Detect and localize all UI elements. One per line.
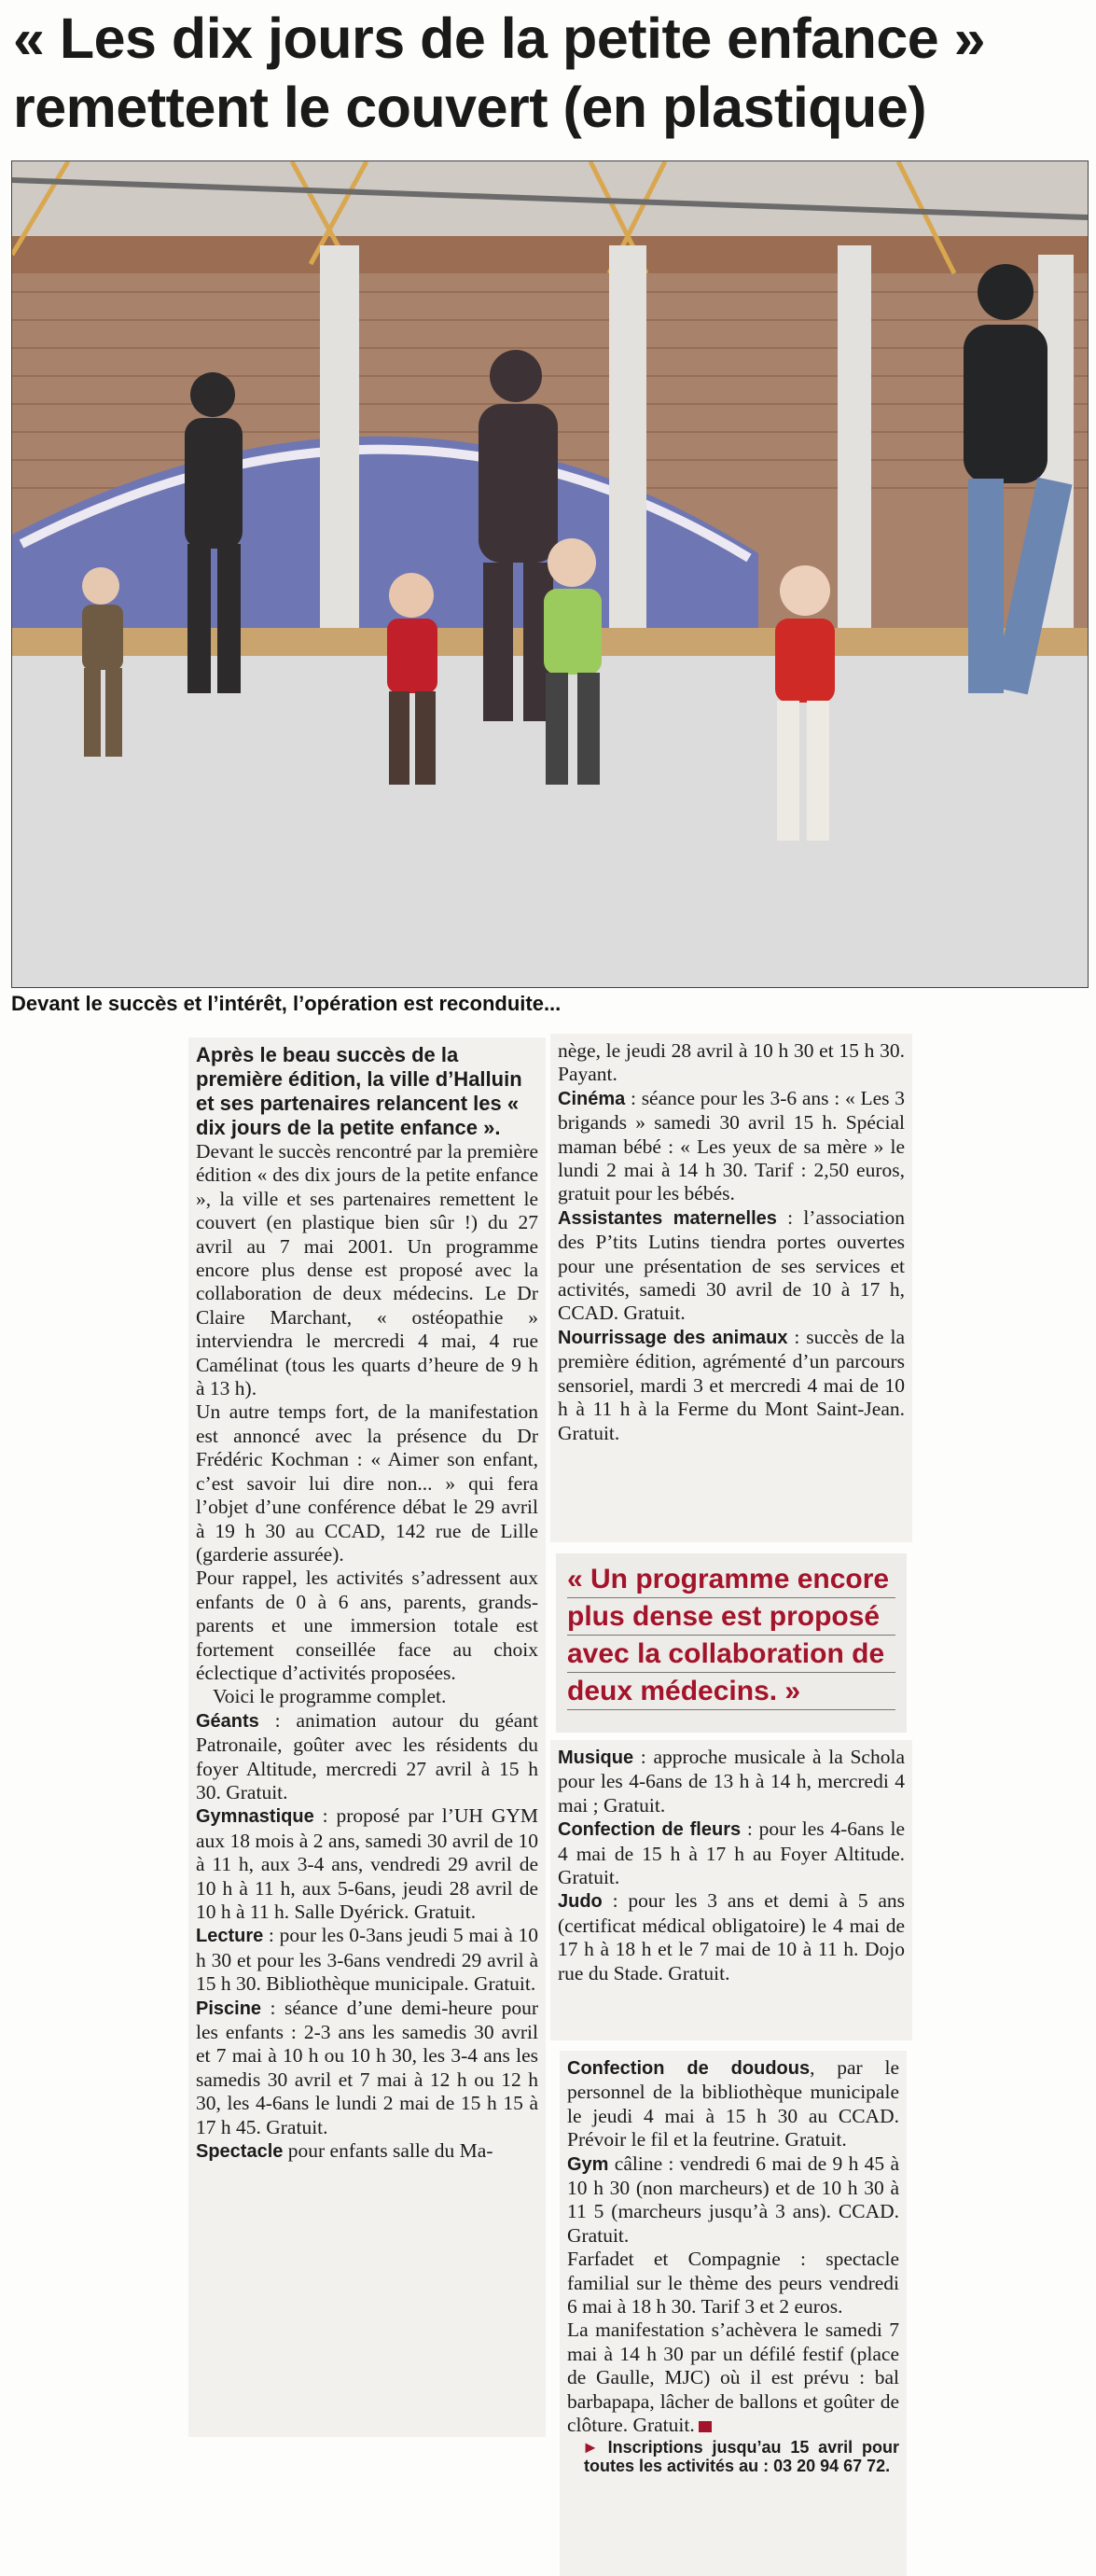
pull-quote — [556, 1553, 907, 1733]
program-item: Assistantes maternelles : l’association des P’tits Lutins tiendra portes ouvertes pour une présentation de ses services et activités, samedi 30 avril de 10 à 17 h, CCAD. Gratuit. — [558, 1205, 905, 1325]
body-paragraph-3: Pour rappel, les activités s’adressent aux enfants de 0 à 6 ans, parents, grands-parents et une immersion totale est fortement conseillée face au choix éclectique d’activités proposées. — [196, 1566, 538, 1684]
article-headline — [13, 4, 1086, 142]
program-item: Gymnastique : proposé par l’UH GYM aux 18 mois à 2 ans, samedi 30 avril de 10 à 11 h, aux 3-4 ans, vendredi 29 avril de 10 h à 11 h, aux 5-6ans, jeudi 28 avril de 10 h à 11 h. Salle Dyérick. Gratuit. — [196, 1804, 538, 1923]
body-paragraph-1: Devant le succès rencontré par la première édition « des dix jours de la petite enfance », la ville et ses partenaires remettent le couvert (en plastique bien sûr !) du 27 avril au 7 mai 2001. Un programme encore plus dense est proposé avec la collaboration de deux médecins. Le Dr Claire Marchant, « ostéopathie » interviendra le mercredi 4 mai, 4 rue Camélinat (tous les quarts d’heure de 9 h à 13 h). — [196, 1140, 538, 1400]
body-paragraph-4: Voici le programme complet. — [213, 1685, 447, 1708]
photo-caption: Devant le succès et l’intérêt, l’opération est reconduite... — [11, 992, 562, 1015]
program-item: Piscine : séance d’une demi-heure pour les enfants : 2-3 ans les samedis 30 avril et 7 mai à 10 h ou 10 h 30, les 3-4 ans les samedis 30 avril et 7 mai à 12 h ou 12 h 30, les 4-6ans le lundi 2 mai de 15 h 15 à 17 h 45. Gratuit. — [196, 1996, 538, 2138]
program-item: La manifestation s’achèvera le samedi 7 mai à 14 h 30 par un défilé festif (place de Gaulle, MJC) où il est prévu : bal barbapapa, lâcher de ballons et goûter de clôture. Gratuit. — [567, 2318, 899, 2437]
inscriptions-note: ► Inscriptions jusqu’au 15 avril pour toutes les activités au : 03 20 94 67 72. — [582, 2437, 899, 2475]
program-item: Confection de fleurs : pour les 4-6ans le 4 mai de 15 h à 17 h au Foyer Altitude. Gratuit. — [558, 1817, 905, 1889]
article-column-2-middle — [550, 1740, 912, 2040]
program-item: Judo : pour les 3 ans et demi à 5 ans (certificat médical obligatoire) le 4 mai de 17 h à 18 h et le 7 mai de 10 à 11 h. Dojo rue du Stade. Gratuit. — [558, 1889, 905, 1984]
triangle-bullet-icon: ► — [582, 2437, 599, 2457]
body-paragraph-2: Un autre temps fort, de la manifestation est annoncé avec la présence du Dr Frédéric Kochman : « Aimer son enfant, c’est savoir lui dire non... » qui fera l’objet d’une conférence débat le 29 avril à 19 h 30 au CCAD, 142 rue de Lille (garderie assurée). — [196, 1400, 538, 1566]
pull-quote-line: deux médecins. » — [567, 1673, 895, 1710]
pull-quote-line: « Un programme encore — [567, 1561, 895, 1598]
program-item: Lecture : pour les 0-3ans jeudi 5 mai à 10 h 30 et pour les 3-6ans vendredi 29 avril à 15 h 30. Bibliothèque municipale. Gratuit. — [196, 1924, 538, 1996]
program-item: Géants : animation autour du géant Patronaile, goûter avec les résidents du foyer Altitude, mercredi 27 avril à 15 h 30. Gratuit. — [196, 1708, 538, 1803]
article-intro: Après le beau succès de la première édition, la ville d’Halluin et ses partenaires relancent les « dix jours de la petite enfance ». — [196, 1043, 522, 1139]
program-item: Nourrissage des animaux : succès de la première édition, agrémenté d’un parcours sensoriel, mardi 3 et mercredi 4 mai de 10 h à 11 h à la Ferme du Mont Saint-Jean. Gratuit. — [558, 1325, 905, 1444]
end-mark-icon — [699, 2421, 712, 2432]
headline-line-2: remettent le couvert (en plastique) — [13, 76, 927, 139]
program-item: Spectacle pour enfants salle du Ma- — [196, 2139, 493, 2163]
headline-line-1: « Les dix jours de la petite enfance » — [13, 7, 986, 70]
article-photo — [11, 160, 1089, 988]
pull-quote-line: avec la collaboration de — [567, 1636, 895, 1673]
program-item: Gym câline : vendredi 6 mai de 9 h 45 à 10 h 30 (non marcheurs) et de 10 h 30 à 11 5 (marcheurs jusqu’à 3 ans). CCAD. Gratuit. — [567, 2151, 899, 2247]
program-item: Farfadet et Compagnie : spectacle familial sur le thème des peurs vendredi 6 mai à 18 h 30. Tarif 3 et 2 euros. — [567, 2248, 899, 2318]
article-column-1 — [188, 1037, 546, 2437]
gym-hall-photo-illustration — [12, 161, 1088, 987]
article-column-2-lower — [560, 2051, 907, 2576]
column-2-continuation: nège, le jeudi 28 avril à 10 h 30 et 15 h 30. Payant. — [558, 1039, 905, 1086]
program-item: Musique : approche musicale à la Schola pour les 4-6ans de 13 h à 14 h, mercredi 4 mai ; Gratuit. — [558, 1746, 905, 1817]
pull-quote-line: plus dense est proposé — [567, 1598, 895, 1636]
program-item: Cinéma : séance pour les 3-6 ans : « Les 3 brigands » samedi 30 avril 15 h. Spécial maman bébé : « Les yeux de sa mère » le lundi 2 mai à 14 h 30. Tarif : 2,50 euros, gratuit pour les bébés. — [558, 1086, 905, 1205]
program-item: Confection de doudous, par le personnel de la bibliothèque municipale le jeudi 4 mai à 15 h 30 au CCAD. Prévoir le fil et la feutrine. Gratuit. — [567, 2056, 899, 2151]
article-column-2-upper — [550, 1034, 912, 1542]
